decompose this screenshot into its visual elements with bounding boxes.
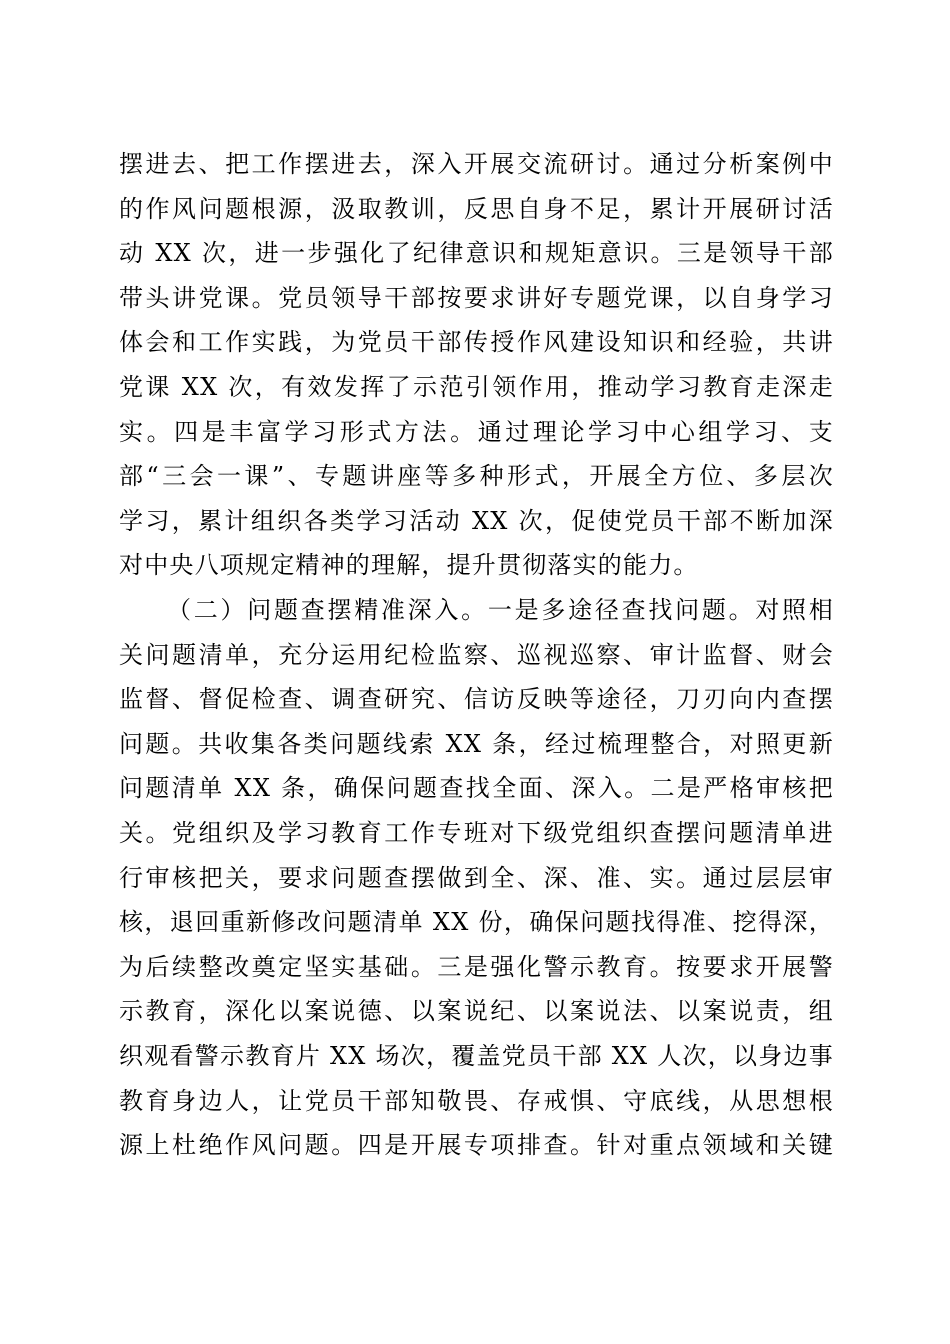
text-line: 对中央八项规定精神的理解，提升贯彻落实的能力。 [119, 551, 699, 580]
text-line: 教育身边人，让党员干部知敬畏、存戒惧、守底线，从思想根 [119, 1086, 834, 1115]
text-line: 源上杜绝作风问题。四是开展专项排查。针对重点领域和关键 [119, 1131, 834, 1160]
text-line: 关。党组织及学习教育工作专班对下级党组织查摆问题清单进 [119, 818, 834, 847]
text-line: 部“三会一课”、专题讲座等多种形式，开展全方位、多层次 [119, 462, 834, 491]
text-line: 动 XX 次，进一步强化了纪律意识和规矩意识。三是领导干部 [119, 239, 834, 268]
text-line: 学习，累计组织各类学习活动 XX 次，促使党员干部不断加深 [119, 506, 834, 535]
text-line: 体会和工作实践，为党员干部传授作风建设知识和经验，共讲 [119, 328, 834, 357]
text-line: 监督、督促检查、调查研究、信访反映等途径，刀刃向内查摆 [119, 685, 834, 714]
text-line: 行审核把关，要求问题查摆做到全、深、准、实。通过层层审 [119, 863, 834, 892]
text-line: 示教育，深化以案说德、以案说纪、以案说法、以案说责，组 [119, 997, 834, 1026]
text-line: 问题。共收集各类问题线索 XX 条，经过梳理整合，对照更新 [119, 729, 834, 758]
paragraph-continuation [119, 142, 834, 588]
text-line: 带头讲党课。党员领导干部按要求讲好专题党课，以自身学习 [119, 283, 834, 312]
text-line: 为后续整改奠定坚实基础。三是强化警示教育。按要求开展警 [119, 952, 834, 981]
text-line: 问题清单 XX 条，确保问题查找全面、深入。二是严格审核把 [119, 774, 834, 803]
section-heading-line: （二）问题查摆精准深入。一是多途径查找问题。对照相 [167, 596, 834, 624]
text-line: 核，退回重新修改问题清单 XX 份，确保问题找得准、挖得深， [119, 908, 834, 937]
text-line: 的作风问题根源，汲取教训，反思自身不足，累计开展研讨活 [119, 194, 834, 223]
text-line: 关问题清单，充分运用纪检监察、巡视巡察、审计监督、财会 [119, 640, 834, 669]
text-line: 党课 XX 次，有效发挥了示范引领作用，推动学习教育走深走 [119, 372, 834, 401]
paragraph-problem-finding [119, 588, 834, 1168]
text-line: 织观看警示教育片 XX 场次，覆盖党员干部 XX 人次，以身边事 [119, 1041, 834, 1070]
text-line: 摆进去、把工作摆进去，深入开展交流研讨。通过分析案例中 [119, 150, 834, 178]
text-line: 实。四是丰富学习形式方法。通过理论学习中心组学习、支 [119, 417, 834, 446]
